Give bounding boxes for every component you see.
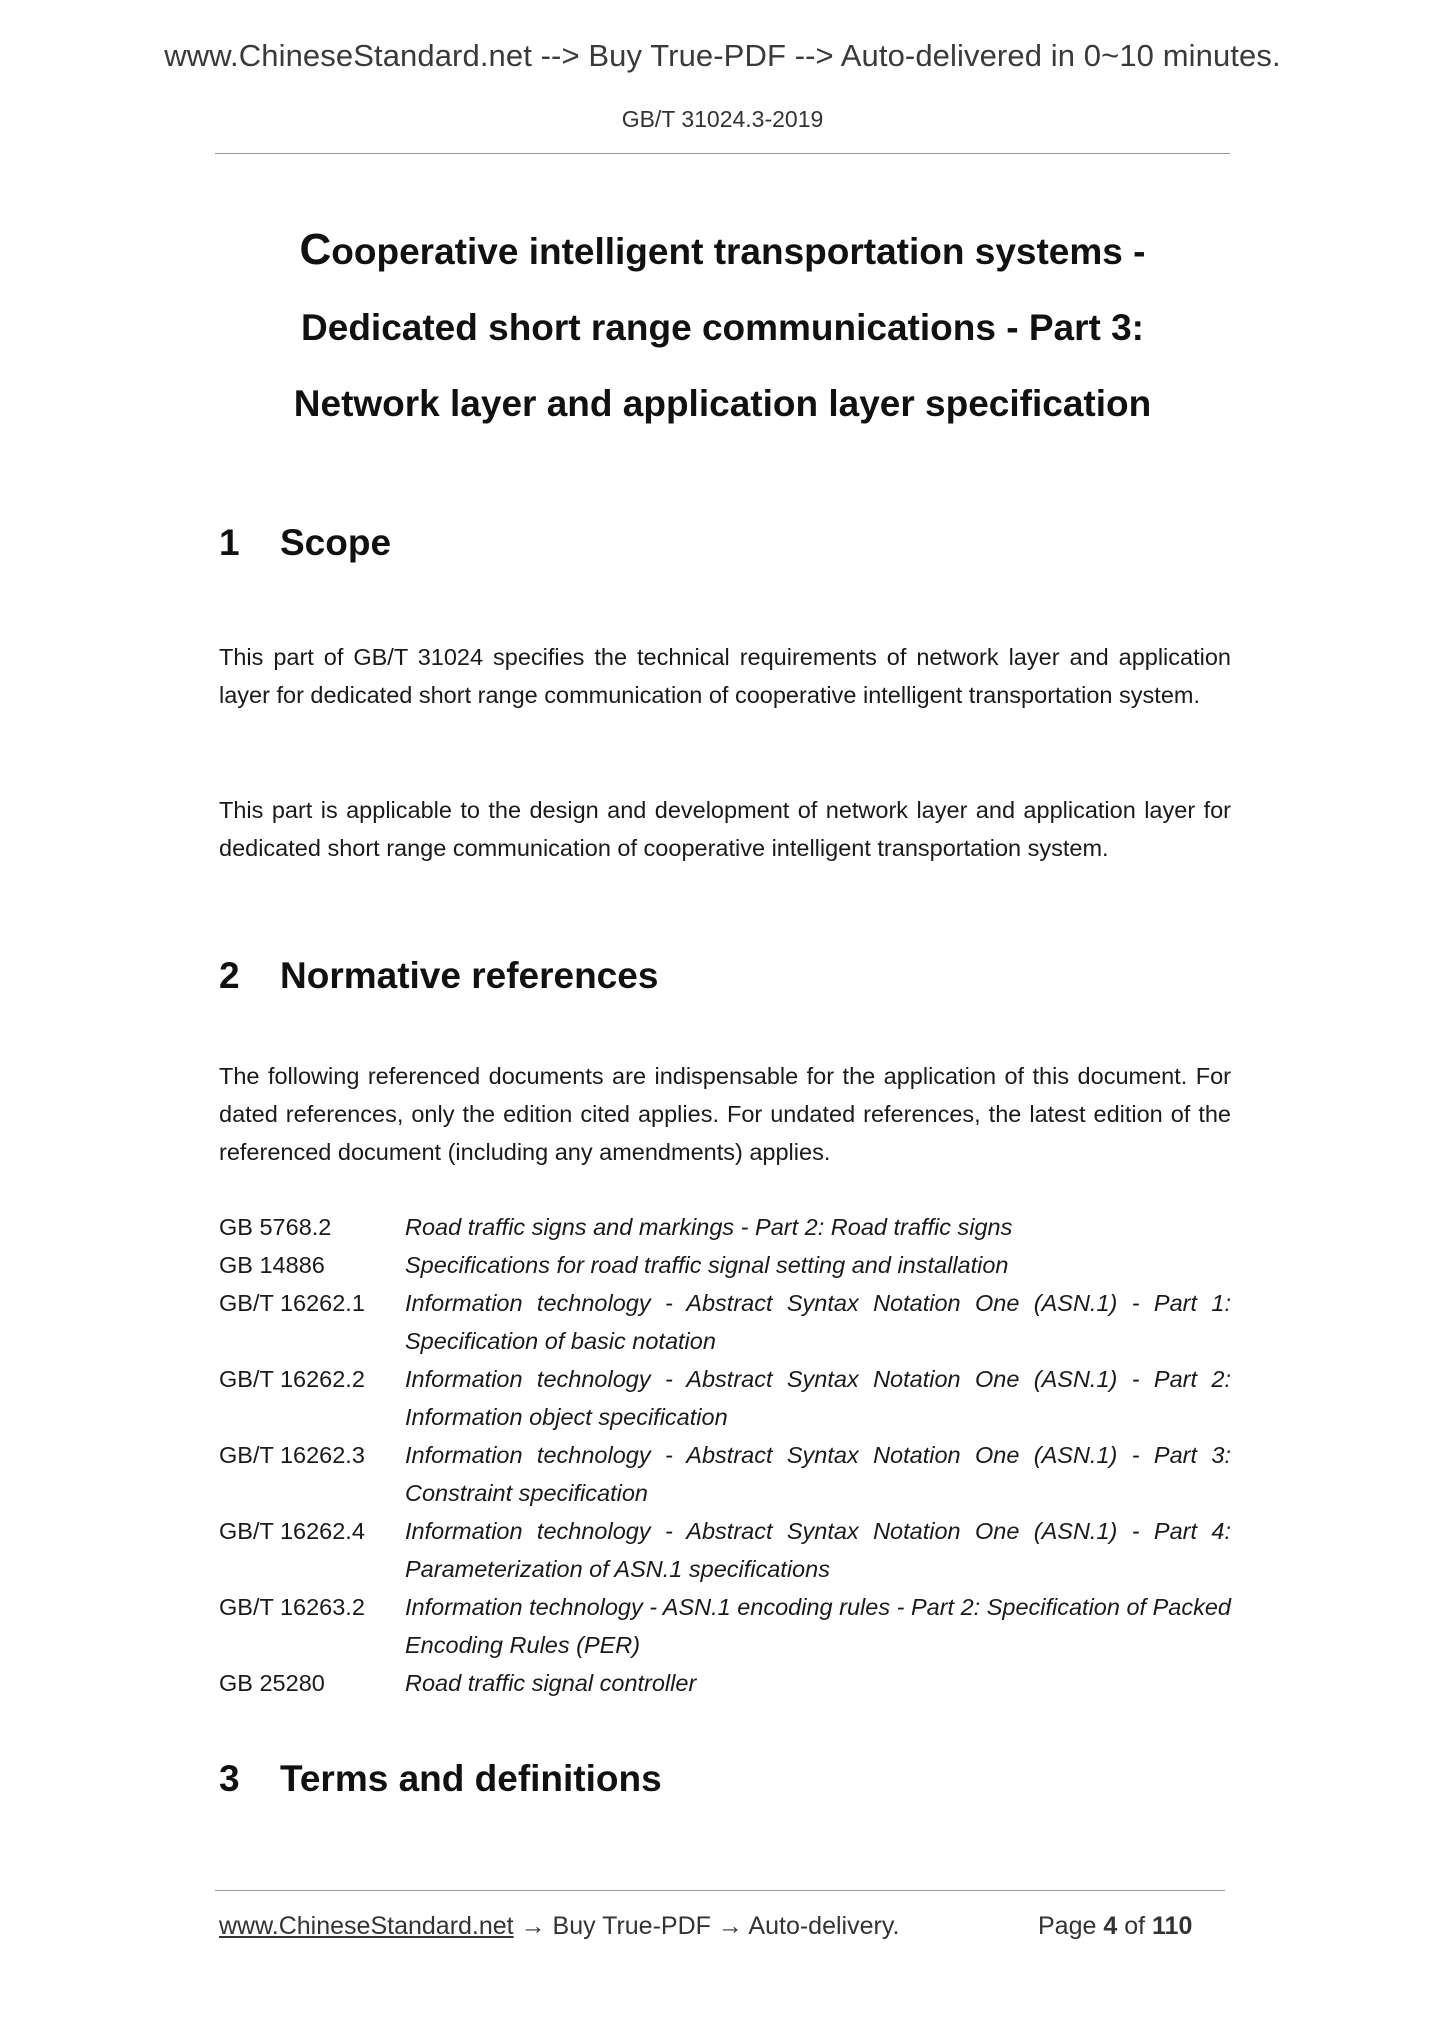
reference-title: Information technology - Abstract Syntax Notation One (ASN.1) - Part 4: Parameterization of ASN.1 specifications — [405, 1518, 1231, 1582]
reference-code: GB/T 16262.4 — [219, 1518, 365, 1544]
reference-code: GB/T 16263.2 — [219, 1594, 365, 1620]
normative-paragraph: The following referenced documents are indispensable for the application of this document. For dated references, only the edition cited applies. For undated references, the latest edition of the referenced document (including any amendments) applies. — [219, 1063, 1231, 1165]
title-line-2: Dedicated short range communications - Part 3: — [301, 307, 1144, 348]
section-terms-heading — [219, 1758, 662, 1800]
section-number: 2 — [219, 955, 240, 996]
reference-code: GB 5768.2 — [219, 1214, 332, 1240]
header-divider — [215, 153, 1230, 154]
footer-delivery-text: Auto-delivery. — [748, 1912, 900, 1940]
section-number: 3 — [219, 1758, 240, 1799]
section-scope-heading — [219, 522, 391, 564]
document-code: GB/T 31024.3-2019 — [621, 106, 824, 132]
section-title: Normative references — [280, 955, 659, 996]
reference-title: Information technology - ASN.1 encoding rules - Part 2: Specification of Packed Encoding Rules (PER) — [405, 1594, 1231, 1658]
page-indicator — [1038, 1912, 1192, 1941]
reference-list — [219, 1208, 1231, 1702]
footer-site-link[interactable]: www.ChineseStandard.net — [219, 1912, 514, 1940]
page-total: 110 — [1152, 1912, 1193, 1940]
reference-item — [219, 1436, 1231, 1512]
footer-divider — [215, 1890, 1225, 1891]
reference-title: Information technology - Abstract Syntax Notation One (ASN.1) - Part 1: Specification of basic notation — [405, 1290, 1231, 1354]
reference-title: Information technology - Abstract Syntax Notation One (ASN.1) - Part 3: Constraint specification — [405, 1442, 1231, 1506]
footer-link-bar — [219, 1912, 899, 1941]
reference-title: Road traffic signs and markings - Part 2: Road traffic signs — [405, 1214, 1013, 1240]
reference-title: Specifications for road traffic signal setting and installation — [405, 1252, 1009, 1278]
scope-paragraph-2: This part is applicable to the design and development of network layer and application layer for dedicated short range communication of cooperative intelligent transportation system. — [219, 797, 1231, 861]
top-banner: www.ChineseStandard.net --> Buy True-PDF --> Auto-delivered in 0~10 minutes. — [164, 38, 1281, 73]
page-of-label: of — [1124, 1912, 1146, 1940]
reference-title: Information technology - Abstract Syntax Notation One (ASN.1) - Part 2: Information object specification — [405, 1366, 1231, 1430]
arrow-right-icon: → — [710, 1912, 749, 1940]
page-label: Page — [1038, 1912, 1097, 1940]
reference-title: Road traffic signal controller — [405, 1670, 697, 1696]
reference-item — [219, 1664, 1231, 1702]
reference-item — [219, 1208, 1231, 1246]
reference-item — [219, 1360, 1231, 1436]
reference-item — [219, 1512, 1231, 1588]
reference-code: GB/T 16262.2 — [219, 1366, 365, 1392]
title-line-1-rest: ooperative intelligent transportation systems - — [331, 231, 1146, 272]
scope-paragraph-1: This part of GB/T 31024 specifies the technical requirements of network layer and application layer for dedicated short range communication of cooperative intelligent transportation system. — [219, 644, 1231, 708]
document-title — [215, 212, 1230, 442]
reference-code: GB/T 16262.3 — [219, 1442, 365, 1468]
reference-code: GB 14886 — [219, 1252, 325, 1278]
footer-buy-text: Buy True-PDF — [552, 1912, 711, 1940]
title-initial: C — [299, 225, 332, 274]
page-number: 4 — [1103, 1912, 1118, 1940]
section-number: 1 — [219, 522, 240, 563]
section-title: Scope — [280, 522, 392, 563]
reference-item — [219, 1588, 1231, 1664]
reference-code: GB 25280 — [219, 1670, 325, 1696]
reference-item — [219, 1284, 1231, 1360]
title-line-3: Network layer and application layer specification — [293, 383, 1152, 424]
arrow-right-icon: → — [513, 1912, 553, 1940]
title-line-1 — [215, 212, 1230, 290]
reference-code: GB/T 16262.1 — [219, 1290, 365, 1316]
section-title: Terms and definitions — [280, 1758, 662, 1799]
section-normative-heading — [219, 955, 658, 997]
reference-item — [219, 1246, 1231, 1284]
